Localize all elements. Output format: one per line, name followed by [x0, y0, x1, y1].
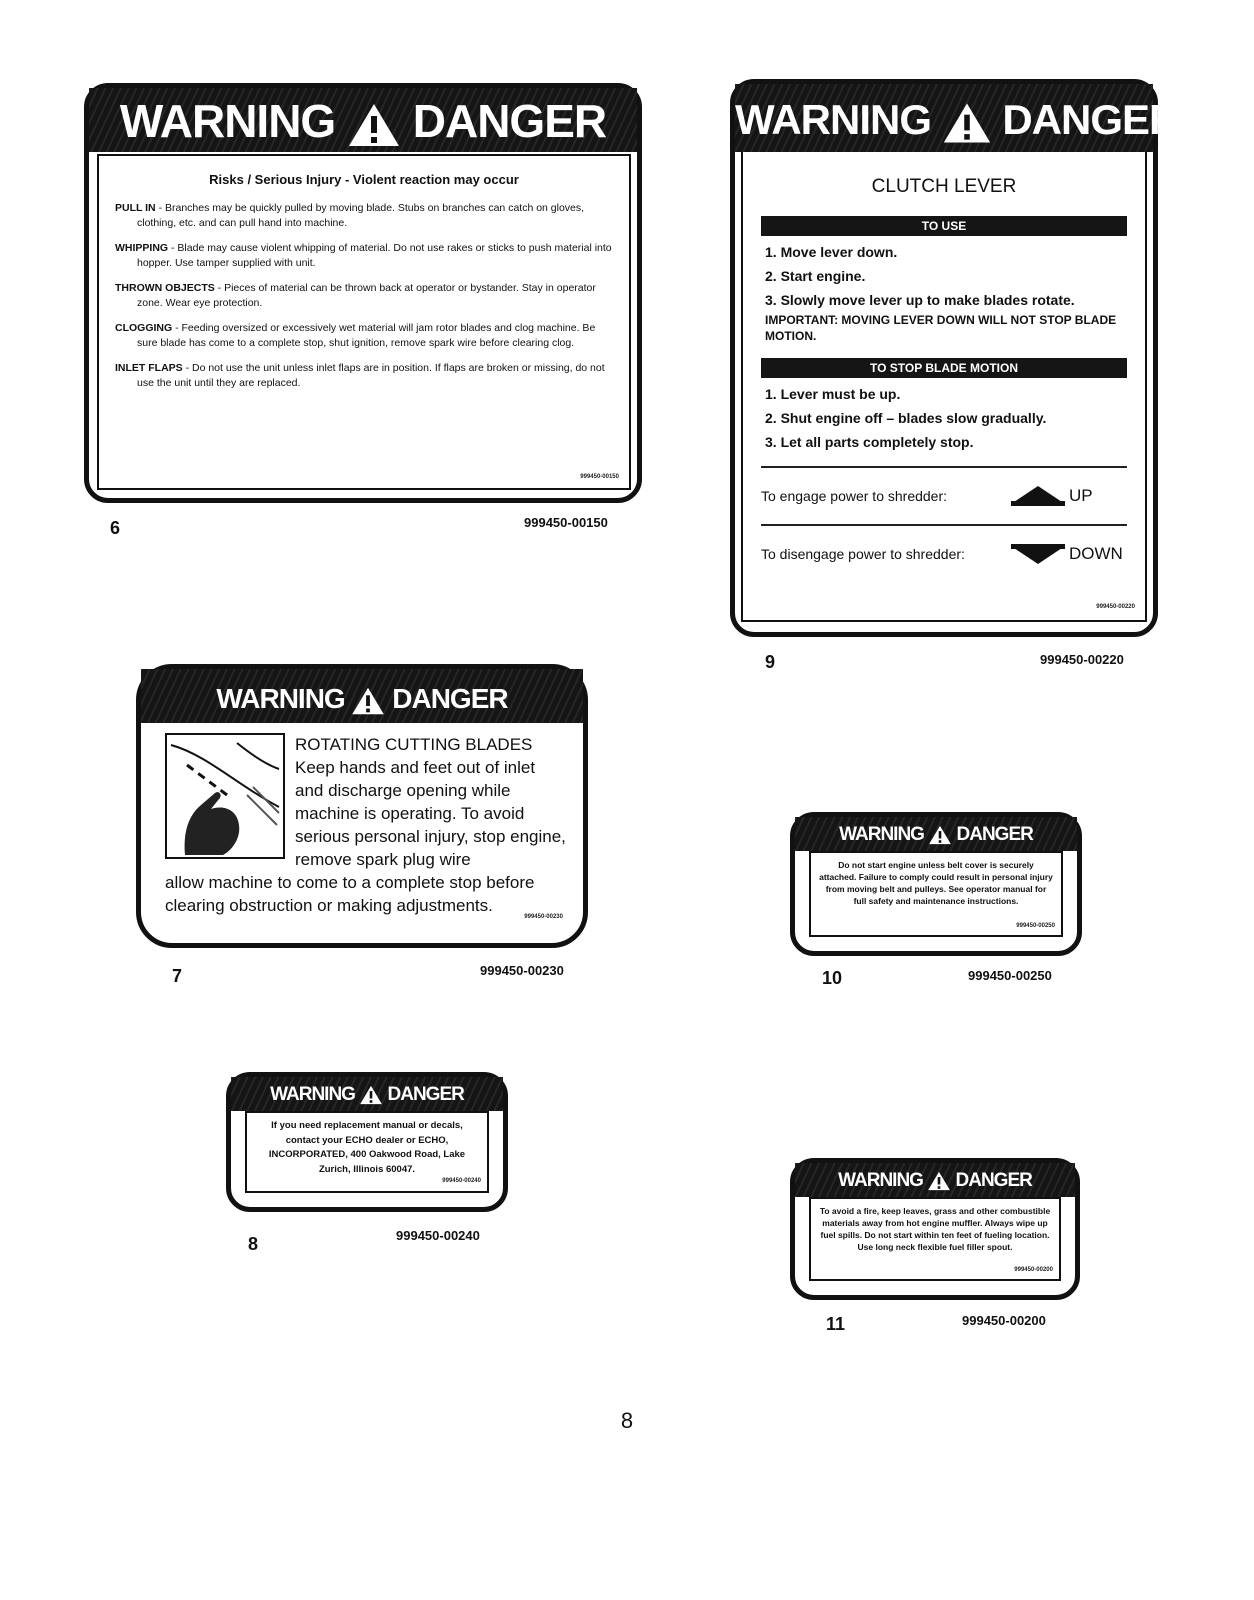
warning-label: WARNING [839, 824, 924, 845]
decal-body [809, 1197, 1061, 1281]
decal-text: If you need replacement manual or decals, contact your ECHO dealer or ECHO, INCORPORATED, 400 Oakwood Road, Lake Zurich, Illinois 60047. [268, 1120, 466, 1175]
decal-body [741, 152, 1147, 622]
decal-small-code: 999450-00250 [1016, 923, 1055, 929]
to-stop-bar: TO STOP BLADE MOTION [761, 358, 1127, 378]
decal-8-replacement-manual [226, 1072, 508, 1212]
to-use-bar: TO USE [761, 216, 1127, 236]
warning-triangle-icon [359, 1085, 383, 1105]
warning-triangle-icon [942, 101, 992, 145]
hazard-item: INLET FLAPS - Do not use the unit unless inlet flaps are in position. If flaps are broken or missing, do not use the unit until they are replaced. [115, 362, 605, 389]
figure-number-9: 9 [765, 652, 776, 672]
hand-blade-pictogram-icon [165, 733, 285, 859]
disengage-row [761, 526, 1127, 582]
danger-label: DANGER [955, 1170, 1032, 1191]
warning-label: WARNING [119, 95, 336, 147]
decal-text-below: allow machine to come to a complete stop before clearing obstruction or making adjustments. [165, 873, 535, 915]
warning-triangle-icon [351, 686, 385, 716]
decal-body [141, 723, 583, 943]
figure-number-7: 7 [172, 966, 183, 986]
warning-label: WARNING [270, 1084, 355, 1105]
decal-header [735, 84, 1179, 152]
decal-10-belt-cover [790, 812, 1082, 956]
decal-7-rotating-blades [136, 664, 588, 948]
decal-9-clutch-lever [730, 79, 1179, 637]
engage-direction: UP [1069, 486, 1093, 505]
step: 2. Shut engine off – blades slow gradually. [765, 410, 1047, 426]
decal-small-code: 999450-00220 [1096, 604, 1135, 610]
arrow-up-icon [1007, 484, 1069, 508]
warning-triangle-icon [928, 825, 952, 845]
part-number-7: 999450-00230 [480, 963, 564, 978]
engage-label: To engage power to shredder: [761, 488, 948, 504]
decal-body [245, 1111, 489, 1193]
part-number-9: 999450-00220 [1040, 652, 1124, 667]
hazard-item: WHIPPING - Blade may cause violent whipping of material. Do not use rakes or sticks to push material into hopper. Use tamper supplied with unit. [115, 242, 612, 269]
warning-triangle-icon [927, 1171, 951, 1191]
engage-row [761, 468, 1127, 524]
step: 2. Start engine. [765, 268, 866, 284]
step: 3. Let all parts completely stop. [765, 434, 974, 450]
hazard-item: THROWN OBJECTS - Pieces of material can be thrown back at operator or bystander. Stay in operator zone. Wear eye protection. [115, 282, 596, 309]
decal-text: Do not start engine unless belt cover is securely attached. Failure to comply could result in personal injury from moving belt and pulleys. See operator manual for full safety and maintenance instructions. [819, 860, 1053, 906]
part-number-11: 999450-00200 [962, 1313, 1046, 1328]
danger-label: DANGER [387, 1084, 464, 1105]
decal-text: To avoid a fire, keep leaves, grass and other combustible materials away from hot engine muffler. Always wipe up fuel spills. Do not start within ten feet of fueling location. Use long neck flexible fuel filler spout. [819, 1206, 1051, 1252]
decal-11-fire-hazard [790, 1158, 1080, 1300]
warning-label: WARNING [838, 1170, 923, 1191]
decal-title: CLUTCH LEVER [871, 176, 1017, 197]
decal-6-warning-danger [84, 83, 642, 503]
decal-small-code: 999450-00230 [524, 914, 563, 920]
hazard-item: CLOGGING - Feeding oversized or excessively wet material will jam rotor blades and clog machine. Be sure blade has come to a complete stop, shut ignition, remove spark wire before clearing clog. [115, 322, 596, 349]
hazard-item: PULL IN - Branches may be quickly pulled by moving blade. Stubs on branches can catch on gloves, clothing, etc. and can pull hand into machine. [115, 202, 585, 229]
decal-header [89, 88, 637, 152]
danger-label: DANGER [1002, 96, 1179, 143]
part-number-6: 999450-00150 [524, 515, 608, 530]
decal-text-beside: Keep hands and feet out of inlet and discharge opening while machine is operating. To avoid serious personal injury, stop engine, remove spark plug wire [295, 758, 566, 869]
decal-small-code: 999450-00150 [580, 474, 619, 480]
warning-label: WARNING [216, 683, 345, 714]
step: 3. Slowly move lever up to make blades rotate. [765, 292, 1075, 308]
arrow-down-icon [1007, 542, 1069, 566]
decal-heading: ROTATING CUTTING BLADES [295, 735, 533, 754]
danger-label: DANGER [412, 95, 607, 147]
important-note: IMPORTANT: MOVING LEVER DOWN WILL NOT STOP BLADE MOTION. [765, 313, 1117, 343]
part-number-10: 999450-00250 [968, 968, 1052, 983]
to-use-steps [761, 236, 1127, 312]
disengage-direction: DOWN [1069, 544, 1123, 563]
figure-number-10: 10 [822, 968, 843, 988]
decal-subtitle: Risks / Serious Injury - Violent reaction may occur [209, 172, 519, 187]
danger-label: DANGER [392, 683, 508, 714]
danger-label: DANGER [956, 824, 1033, 845]
step: 1. Lever must be up. [765, 386, 901, 402]
figure-number-11: 11 [826, 1314, 846, 1334]
disengage-label: To disengage power to shredder: [761, 546, 965, 562]
decal-body [97, 154, 631, 490]
decal-small-code: 999450-00240 [442, 1177, 481, 1184]
decal-header [231, 1077, 503, 1111]
page-number: 8 [620, 1408, 634, 1433]
figure-number-6: 6 [110, 518, 121, 538]
part-number-8: 999450-00240 [396, 1228, 480, 1243]
warning-triangle-icon [347, 102, 401, 148]
step: 1. Move lever down. [765, 244, 898, 260]
decal-header [795, 1163, 1075, 1197]
warning-label: WARNING [735, 96, 931, 143]
decal-small-code: 999450-00200 [1014, 1267, 1053, 1273]
decal-header [141, 669, 583, 723]
decal-body [809, 851, 1063, 937]
decal-header [795, 817, 1077, 851]
figure-number-8: 8 [248, 1234, 259, 1254]
to-stop-steps [761, 378, 1127, 454]
